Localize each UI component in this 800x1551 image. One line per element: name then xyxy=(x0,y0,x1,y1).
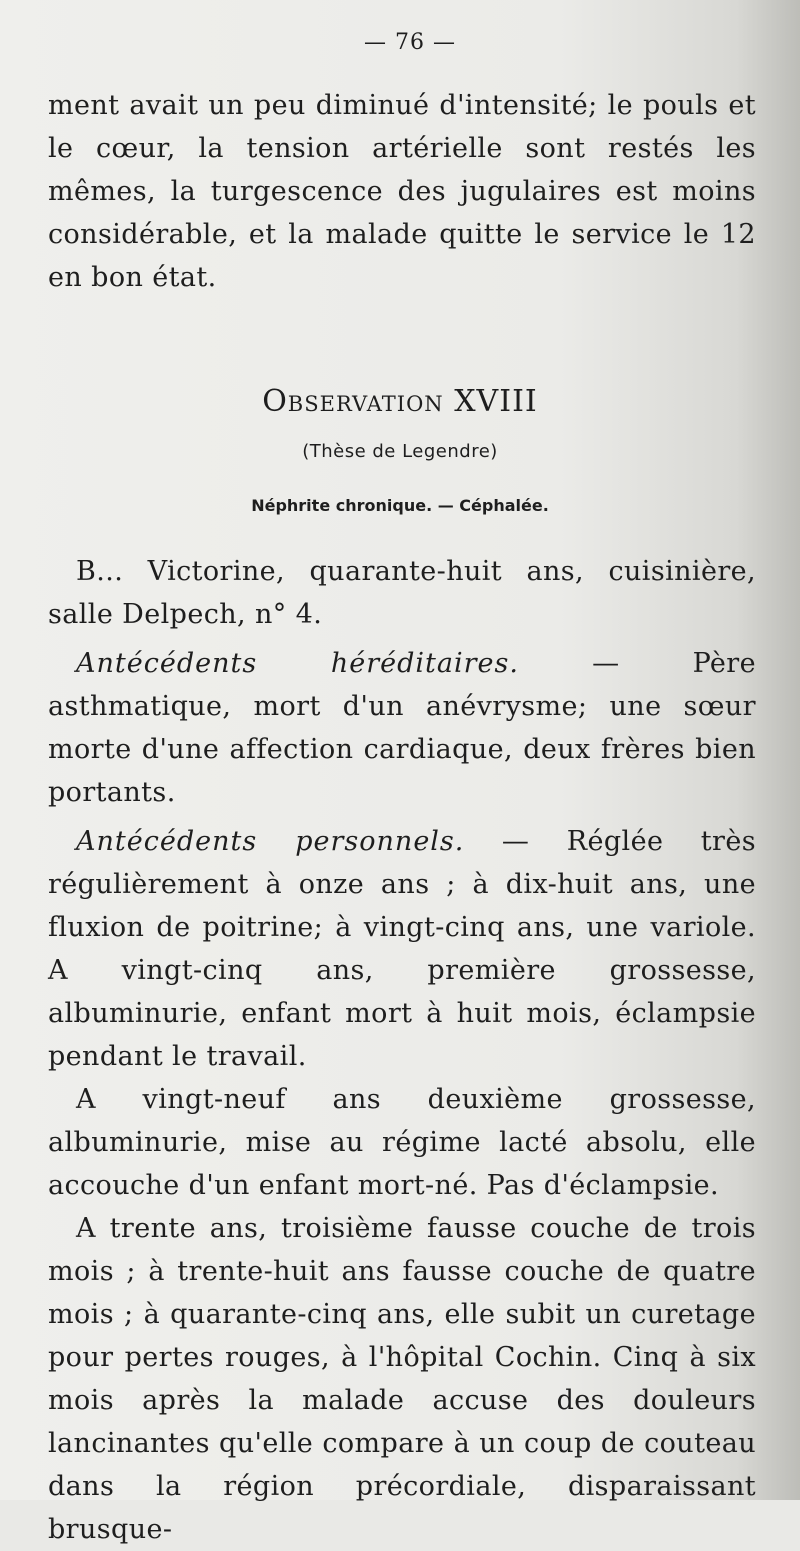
observation-heading xyxy=(0,384,800,515)
hereditary-label: Antécédents héréditaires. xyxy=(76,648,519,679)
hereditary-text: — Père asthmatique, mort d'un anévrysme; une sœur morte d'une affection cardiaque, deux frères bien portants. xyxy=(48,648,756,808)
personal-paragraph xyxy=(48,820,756,1078)
observation-subtitle: Néphrite chronique. — Céphalée. xyxy=(251,496,549,515)
page-number: — 76 — xyxy=(364,30,456,55)
observation-title: Observation XVIII xyxy=(262,384,538,419)
second-pregnancy-paragraph: A vingt-neuf ans deuxième grossesse, albuminurie, mise au régime lacté absolu, elle accouche d'un enfant mort-né. Pas d'éclampsie. xyxy=(48,1084,756,1201)
personal-label: Antécédents personnels. xyxy=(76,826,465,857)
personal-text: — Réglée très régulièrement à onze ans ; à dix-huit ans, une fluxion de poitrine; à vingt-cinq ans, une variole. A vingt-cinq ans, première grossesse, albuminurie, enfant mort à huit mois, éclampsie pendant le travail. xyxy=(48,826,756,1072)
paragraph-continuation: ment avait un peu diminué d'intensité; le pouls et le cœur, la tension artérielle sont restés les mêmes, la turgescence des jugulaires est moins considérable, et la malade quitte le service le 12 en bon état. xyxy=(48,90,756,293)
third-paragraph: A trente ans, troisième fausse couche de trois mois ; à trente-huit ans fausse couche de quatre mois ; à quarante-cinq ans, elle subit un curetage pour pertes rouges, à l'hôpital Cochin. Cinq à six mois après la malade accuse des douleurs lancinantes qu'elle compare à un coup de couteau dans la région précordiale, disparaissant brusque- xyxy=(48,1213,756,1545)
continued-text xyxy=(48,84,756,299)
patient-paragraph: B... Victorine, quarante-huit ans, cuisinière, salle Delpech, n° 4. xyxy=(48,556,756,630)
observation-source: (Thèse de Legendre) xyxy=(302,441,498,462)
hereditary-paragraph xyxy=(48,642,756,814)
observation-body xyxy=(48,550,756,1551)
